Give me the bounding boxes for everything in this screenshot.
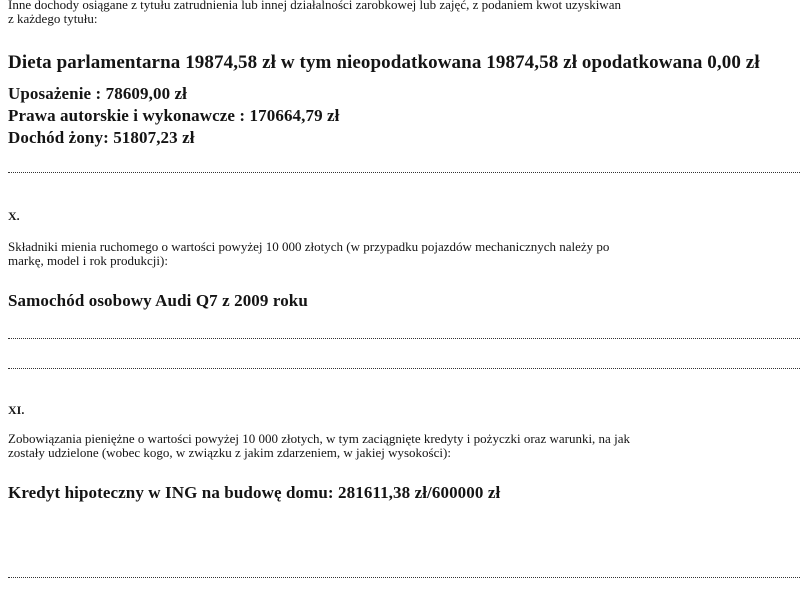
income-entry-diet: Dieta parlamentarna 19874,58 zł w tym nieopodatkowana 19874,58 zł opodatkowana 0,00 zł: [8, 52, 760, 73]
section-xi-description-line-2: zostały udzielone (wobec kogo, w związku z jakim zdarzeniem, w jakiej wysokości):: [8, 445, 451, 460]
income-entry-salary: Uposażenie : 78609,00 zł: [8, 84, 187, 103]
section-xi-number: XI.: [8, 403, 25, 417]
dotted-fill-line: [8, 338, 800, 339]
dotted-fill-line: [8, 172, 800, 173]
income-intro-line-1: Inne dochody osiągane z tytułu zatrudnienia lub innej działalności zarobkowej lub zajęć, z podaniem kwot uzyskiwan: [8, 0, 621, 12]
section-x-description-line-2: markę, model i rok produkcji):: [8, 253, 168, 268]
section-x-description-line-1: Składniki mienia ruchomego o wartości powyżej 10 000 złotych (w przypadku pojazdów mechanicznych należy po: [8, 239, 610, 254]
dotted-fill-line: [8, 368, 800, 369]
income-intro-line-2: z każdego tytułu:: [8, 11, 98, 26]
income-entry-copyright: Prawa autorskie i wykonawcze : 170664,79 zł: [8, 106, 340, 125]
section-x-number: X.: [8, 209, 20, 223]
dotted-fill-line: [8, 577, 800, 578]
section-xi-description-line-1: Zobowiązania pieniężne o wartości powyżej 10 000 złotych, w tym zaciągnięte kredyty i pożyczki oraz warunki, na jak: [8, 431, 630, 446]
section-xi-entry: Kredyt hipoteczny w ING na budowę domu: 281611,38 zł/600000 zł: [8, 483, 501, 502]
section-x-entry: Samochód osobowy Audi Q7 z 2009 roku: [8, 291, 308, 310]
income-entry-spouse: Dochód żony: 51807,23 zł: [8, 128, 195, 147]
